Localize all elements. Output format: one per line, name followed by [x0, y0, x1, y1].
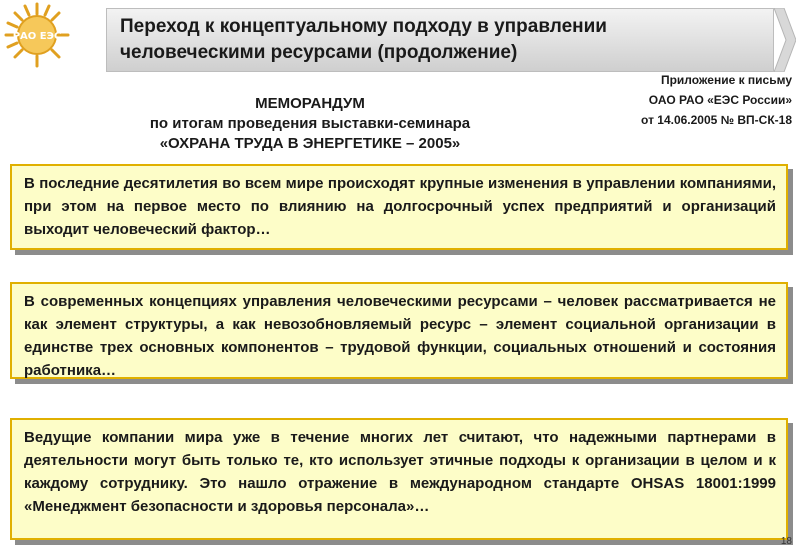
memo-heading	[100, 94, 520, 154]
title-arrow-icon	[774, 8, 796, 72]
text-block-2: В современных концепциях управления человеческими ресурсами – человек рассматривается не как элемент структуры, а как невозобновляемый ресурс – элемент социальной организации в единстве трех основных компонентов – трудовой функции, социальных отношений и состояния работника…	[10, 282, 788, 379]
page-number: 18	[780, 536, 792, 547]
text-block-3: Ведущие компании мира уже в течение многих лет считают, что надежными партнерами в деятельности могут быть только те, кто использует этичные подходы к организации в целом и к каждому сотруднику. Это нашло отражение в международном стандарте OHSAS 18001:1999 «Менеджмент безопасности и здоровья персонала»…	[10, 418, 788, 540]
text-block-1: В последние десятилетия во всем мире происходят крупные изменения в управлении компаниями, при этом на первое место по влиянию на долгосрочный успех предприятий и организаций выходит человеческий фактор…	[10, 164, 788, 250]
memo-line-3: «ОХРАНА ТРУДА В ЭНЕРГЕТИКЕ – 2005»	[159, 135, 461, 152]
rao-ees-logo	[4, 2, 70, 68]
page-title	[120, 14, 760, 66]
title-line-2: человеческими ресурсами (продолжение)	[120, 42, 518, 63]
appendix-note	[562, 70, 792, 130]
logo-text: РАО ЕЭС	[12, 31, 62, 42]
memo-line-2: по итогам проведения выставки-семинара	[149, 115, 471, 132]
appendix-line-1: Приложение к письму	[660, 73, 792, 87]
title-line-1: Переход к концептуальному подходу в управлении	[120, 16, 607, 37]
appendix-line-3: от 14.06.2005 № ВП-СК-18	[641, 113, 792, 127]
memo-line-1: МЕМОРАНДУМ	[255, 95, 365, 112]
appendix-line-2: ОАО РАО «ЕЭС России»	[648, 93, 792, 107]
